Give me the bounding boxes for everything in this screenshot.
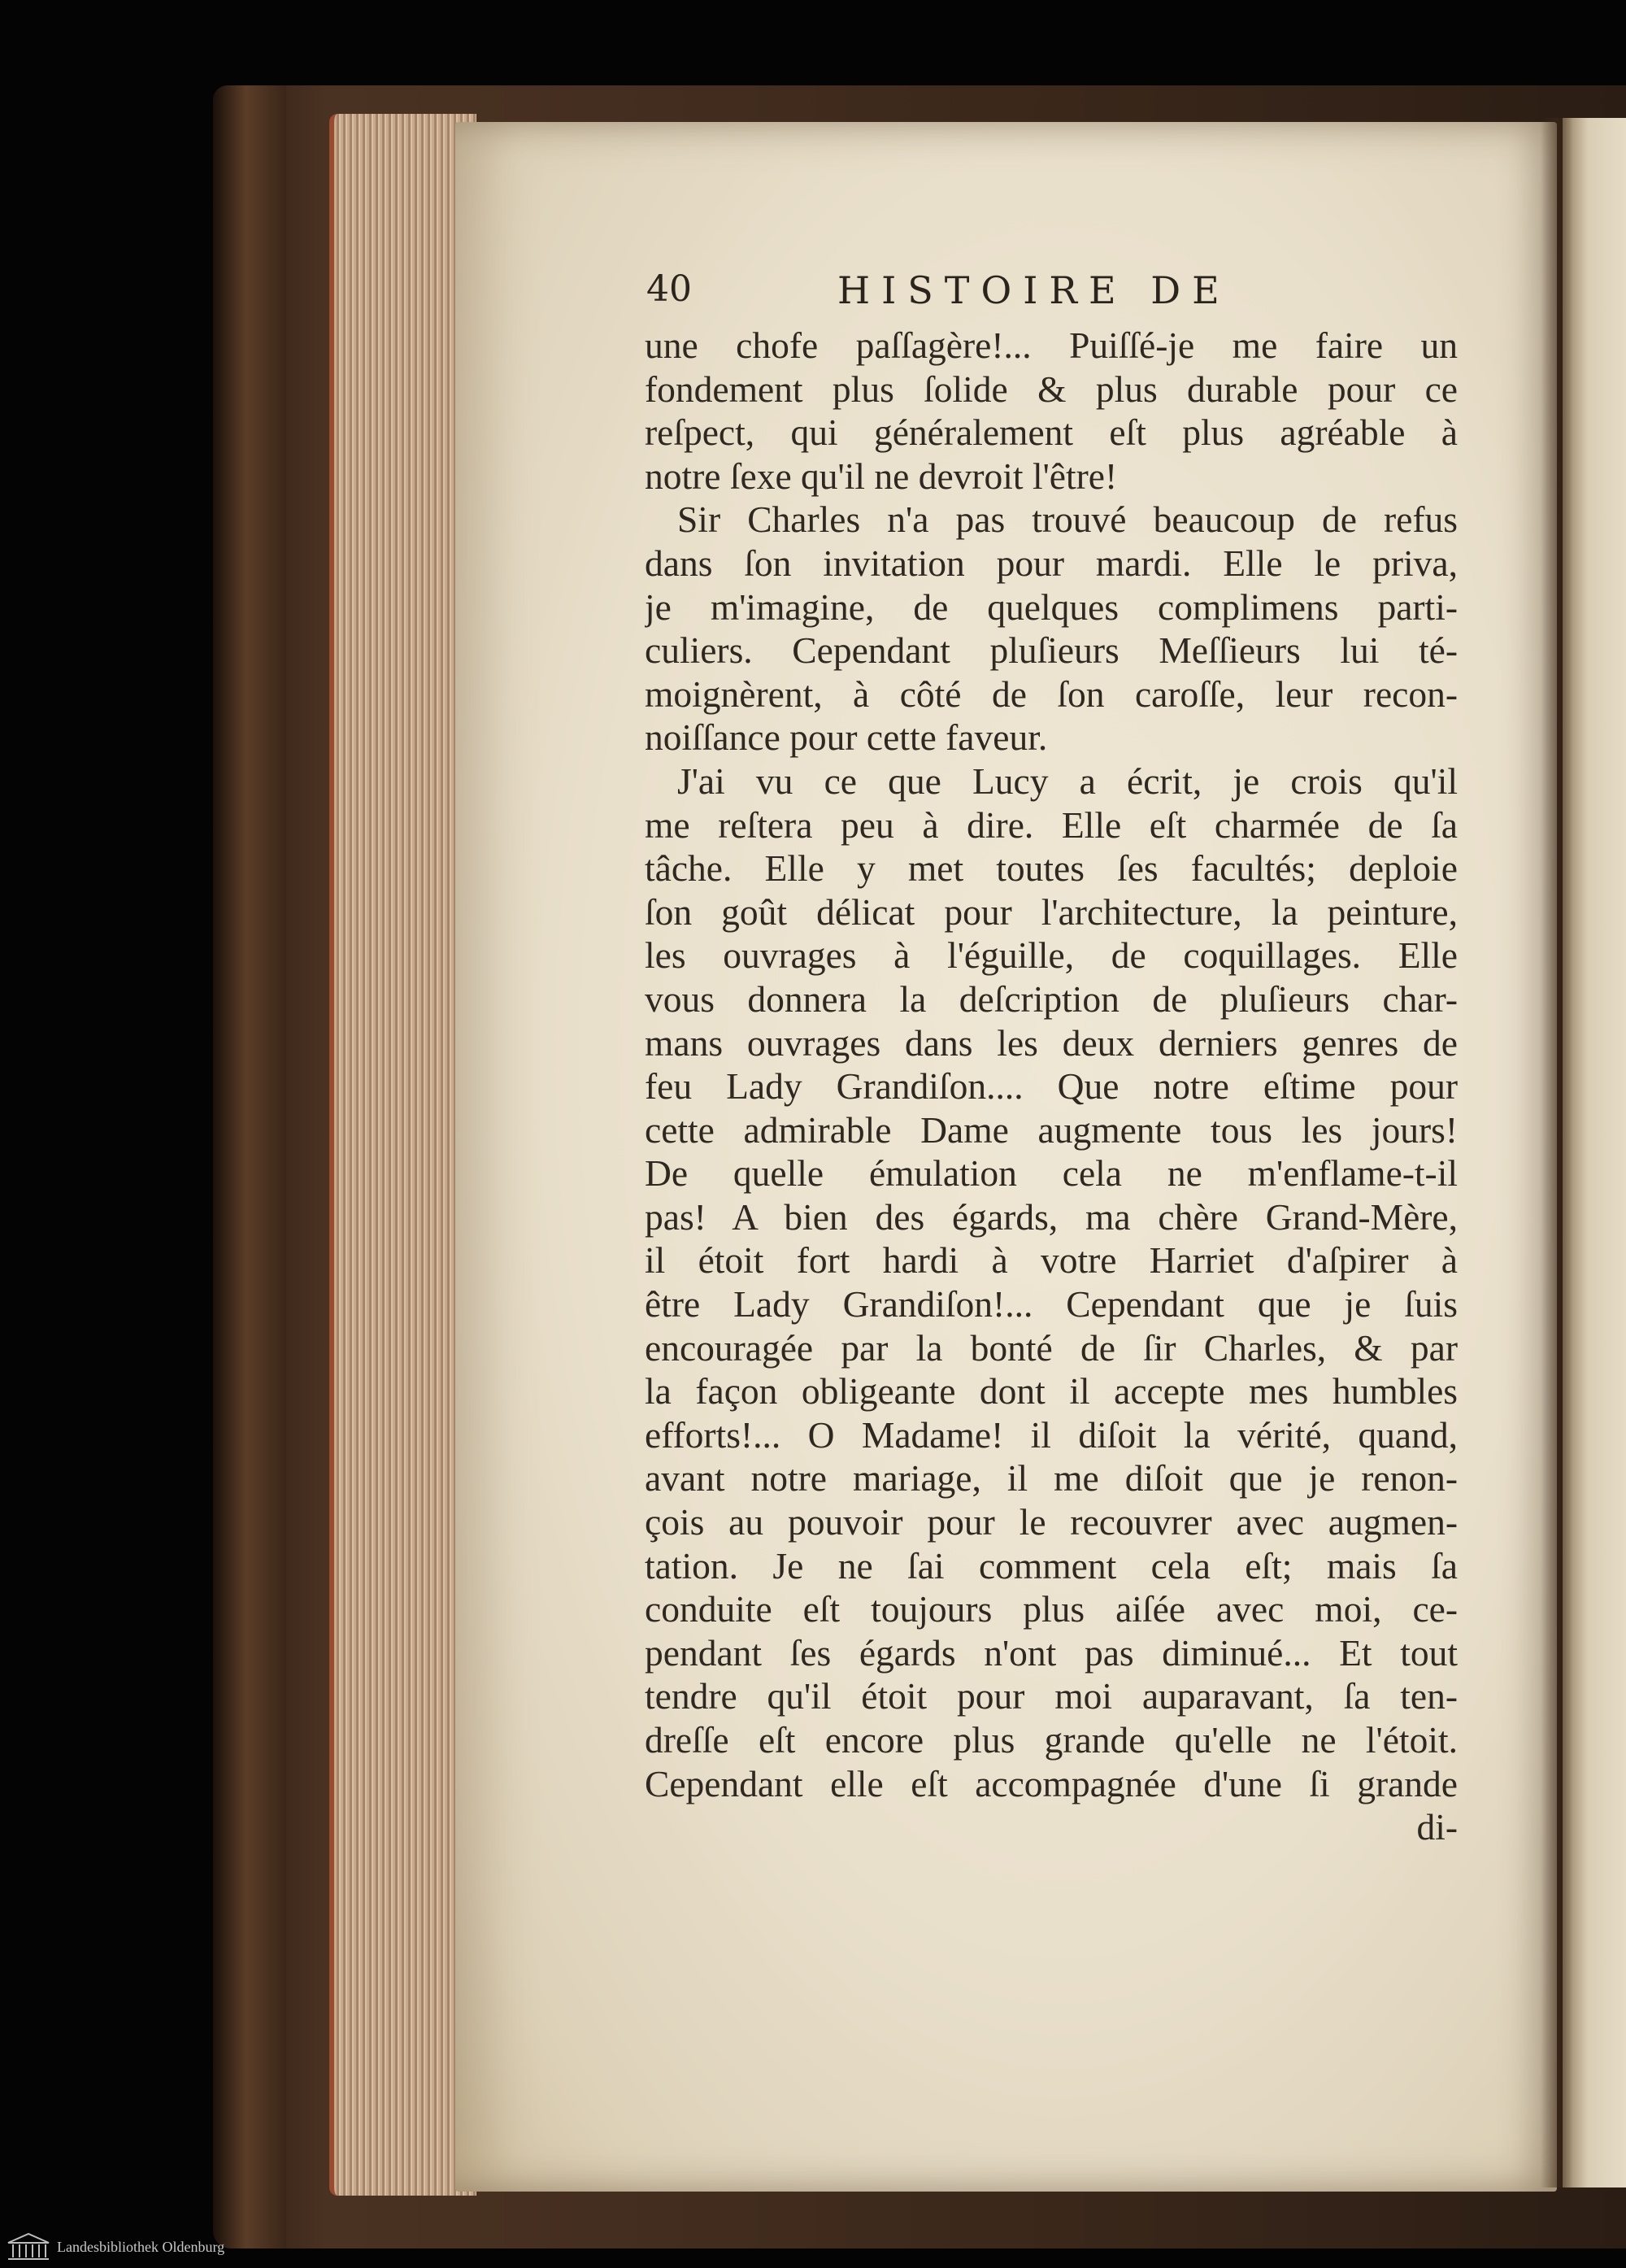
- text-line: noiſſance pour cette faveur.: [645, 716, 1048, 759]
- library-name: Landesbibliothek Oldenburg: [57, 2239, 225, 2255]
- text-line: ſon goût délicat pour l'architecture, la peinture,: [645, 890, 1458, 933]
- text-line: il étoit fort hardi à votre Harriet d'aſpirer à: [645, 1239, 1458, 1282]
- library-building-icon: [5, 2231, 52, 2262]
- text-line: une chofe paſſagère!... Puiſſé-je me faire un: [645, 324, 1458, 366]
- paragraph-first-line: J'ai vu ce que Lucy a écrit, je crois qu'il: [677, 760, 1458, 802]
- text-line: feu Lady Grandiſon.... Que notre eſtime pour: [645, 1065, 1458, 1108]
- text-line: être Lady Grandiſon!... Cependant que je ſuis: [645, 1283, 1458, 1326]
- text-line: les ouvrages à l'éguille, de coquillages. Elle: [645, 934, 1458, 977]
- page-gutter-shadow: [1541, 118, 1573, 2187]
- text-line: culiers. Cependant pluſieurs Meſſieurs lui té-: [645, 629, 1458, 672]
- catchword: di-: [1416, 1806, 1458, 1848]
- text-line: mans ouvrages dans les deux derniers genres de: [645, 1021, 1458, 1064]
- text-line: me reſtera peu à dire. Elle eſt charmée de ſa: [645, 803, 1458, 846]
- text-line: pendant ſes égards n'ont pas diminué... Et tout: [645, 1631, 1458, 1674]
- text-line: avant notre mariage, il me diſoit que je renon-: [645, 1457, 1458, 1500]
- text-line: conduite eſt toujours plus aiſée avec moi, ce-: [645, 1588, 1458, 1630]
- text-line: moignèrent, à côté de ſon caroſſe, leur recon-: [645, 673, 1458, 715]
- text-line: tation. Je ne ſai comment cela eſt; mais ſa: [645, 1544, 1458, 1587]
- library-logo: [5, 2231, 298, 2264]
- text-line: De quelle émulation cela ne m'enflame-t-il: [645, 1152, 1458, 1195]
- running-title: HISTOIRE DE: [837, 268, 1231, 312]
- text-line: je m'imagine, de quelques complimens parti-: [645, 586, 1458, 628]
- page-number: 40: [646, 268, 692, 310]
- page-block-edges: [329, 114, 476, 2196]
- text-line: Cependant elle eſt accompagnée d'une ſi grande: [645, 1762, 1458, 1804]
- text-line: cette admirable Dame augmente tous les jours!: [645, 1108, 1458, 1151]
- book-spine-edge: [213, 85, 286, 2248]
- text-line: dreſſe eſt encore plus grande qu'elle ne l'étoit.: [645, 1719, 1458, 1761]
- text-line: vous donnera la deſcription de pluſieurs char-: [645, 977, 1458, 1020]
- text-line: çois au pouvoir pour le recouvrer avec augmen-: [645, 1501, 1458, 1543]
- text-line: pas! A bien des égards, ma chère Grand-Mère,: [645, 1195, 1458, 1238]
- text-line: encouragée par la bonté de ſir Charles, & par: [645, 1326, 1458, 1369]
- text-line: notre ſexe qu'il ne devroit l'être!: [645, 455, 1118, 497]
- page-header: [646, 268, 1459, 317]
- text-line: efforts!... O Madame! il diſoit la vérité, quand,: [645, 1413, 1458, 1456]
- text-line: tâche. Elle y met toutes ſes facultés; deploie: [645, 847, 1458, 890]
- text-line: dans ſon invitation pour mardi. Elle le priva,: [645, 542, 1458, 584]
- paragraph-first-line: Sir Charles n'a pas trouvé beaucoup de refus: [677, 498, 1458, 541]
- page-body-text: [645, 324, 1458, 1849]
- text-line: la façon obligeante dont il accepte mes humbles: [645, 1370, 1458, 1413]
- text-line: tendre qu'il étoit pour moi auparavant, ſa ten-: [645, 1675, 1458, 1717]
- text-line: fondement plus ſolide & plus durable pour ce: [645, 368, 1458, 410]
- text-line: reſpect, qui généralement eſt plus agréable à: [645, 411, 1458, 454]
